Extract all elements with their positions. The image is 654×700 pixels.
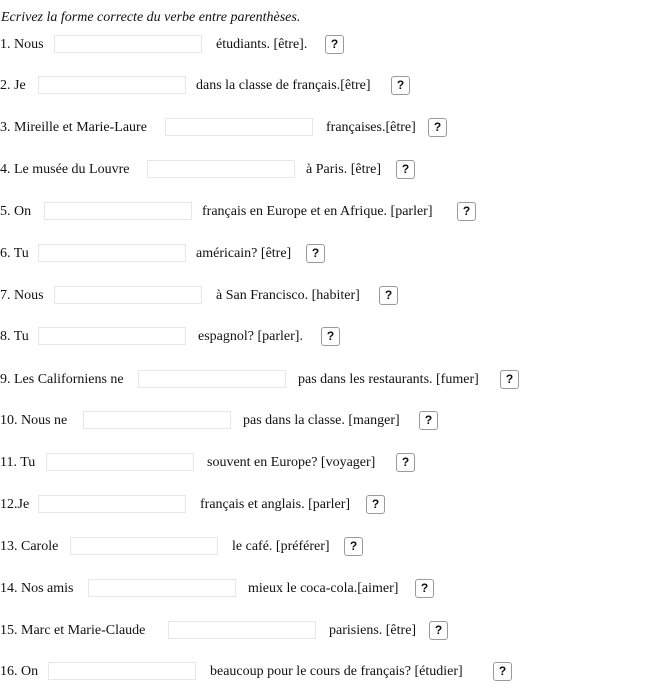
- question-prefix: 2. Je: [0, 78, 26, 93]
- answer-input-8[interactable]: [38, 327, 186, 345]
- question-suffix: pas dans les restaurants. [fumer]: [298, 372, 479, 387]
- answer-input-5[interactable]: [44, 202, 192, 220]
- question-suffix: américain? [être]: [196, 246, 292, 261]
- answer-input-9[interactable]: [138, 370, 286, 388]
- answer-input-6[interactable]: [38, 244, 186, 262]
- hint-button-11[interactable]: ?: [396, 453, 415, 472]
- answer-input-2[interactable]: [38, 76, 186, 94]
- answer-input-10[interactable]: [83, 411, 231, 429]
- question-prefix: 14. Nos amis: [0, 581, 74, 596]
- question-suffix: à Paris. [être]: [306, 162, 382, 177]
- question-suffix: à San Francisco. [habiter]: [216, 288, 360, 303]
- hint-button-7[interactable]: ?: [379, 286, 398, 305]
- question-suffix: français en Europe et en Afrique. [parler]: [202, 204, 433, 219]
- hint-button-2[interactable]: ?: [391, 76, 410, 95]
- question-prefix: 7. Nous: [0, 288, 44, 303]
- question-prefix: 16. On: [0, 664, 39, 679]
- answer-input-13[interactable]: [70, 537, 218, 555]
- answer-input-3[interactable]: [165, 118, 313, 136]
- question-prefix: 15. Marc et Marie-Claude: [0, 623, 146, 638]
- question-suffix: parisiens. [être]: [329, 623, 417, 638]
- question-suffix: le café. [préférer]: [232, 539, 330, 554]
- answer-input-12[interactable]: [38, 495, 186, 513]
- hint-button-6[interactable]: ?: [306, 244, 325, 263]
- answer-input-4[interactable]: [147, 160, 295, 178]
- question-suffix: français et anglais. [parler]: [200, 497, 351, 512]
- question-prefix: 6. Tu: [0, 246, 29, 261]
- question-suffix: espagnol? [parler].: [198, 329, 303, 344]
- hint-button-1[interactable]: ?: [325, 35, 344, 54]
- hint-button-3[interactable]: ?: [428, 118, 447, 137]
- question-prefix: 4. Le musée du Louvre: [0, 162, 130, 177]
- question-prefix: 8. Tu: [0, 329, 29, 344]
- question-prefix: 10. Nous ne: [0, 413, 68, 428]
- question-prefix: 5. On: [0, 204, 32, 219]
- question-suffix: souvent en Europe? [voyager]: [207, 455, 376, 470]
- question-suffix: étudiants. [être].: [216, 37, 308, 52]
- question-suffix: pas dans la classe. [manger]: [243, 413, 400, 428]
- question-prefix: 12.Je: [0, 497, 30, 512]
- hint-button-10[interactable]: ?: [419, 411, 438, 430]
- hint-button-9[interactable]: ?: [500, 370, 519, 389]
- question-prefix: 9. Les Californiens ne: [0, 372, 124, 387]
- question-suffix: mieux le coca-cola.[aimer]: [248, 581, 399, 596]
- answer-input-1[interactable]: [54, 35, 202, 53]
- hint-button-4[interactable]: ?: [396, 160, 415, 179]
- question-suffix: dans la classe de français.[être]: [196, 78, 371, 93]
- answer-input-15[interactable]: [168, 621, 316, 639]
- answer-input-16[interactable]: [48, 662, 196, 680]
- answer-input-14[interactable]: [88, 579, 236, 597]
- hint-button-8[interactable]: ?: [321, 327, 340, 346]
- answer-input-11[interactable]: [46, 453, 194, 471]
- answer-input-7[interactable]: [54, 286, 202, 304]
- hint-button-12[interactable]: ?: [366, 495, 385, 514]
- hint-button-14[interactable]: ?: [415, 579, 434, 598]
- question-prefix: 3. Mireille et Marie-Laure: [0, 120, 147, 135]
- question-prefix: 1. Nous: [0, 37, 44, 52]
- question-suffix: beaucoup pour le cours de français? [étudier]: [210, 664, 463, 679]
- question-prefix: 13. Carole: [0, 539, 59, 554]
- hint-button-15[interactable]: ?: [429, 621, 448, 640]
- hint-button-5[interactable]: ?: [457, 202, 476, 221]
- instructions: Ecrivez la forme correcte du verbe entre parenthèses.: [1, 10, 301, 25]
- question-prefix: 11. Tu: [0, 455, 36, 470]
- question-suffix: françaises.[être]: [326, 120, 416, 135]
- hint-button-13[interactable]: ?: [344, 537, 363, 556]
- hint-button-16[interactable]: ?: [493, 662, 512, 681]
